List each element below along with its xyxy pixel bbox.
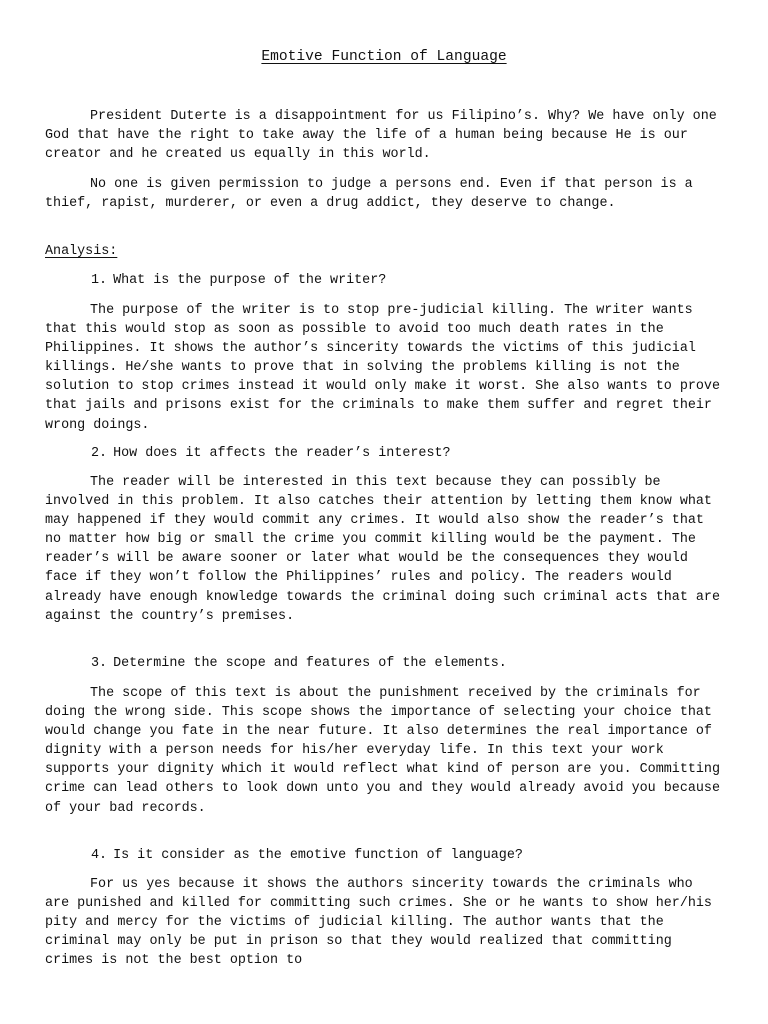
question-number: 1. <box>91 273 108 288</box>
question-1 <box>91 271 386 290</box>
answer-3: The scope of this text is about the punishment received by the criminals for doing the wrong side. This scope shows the importance of selecting your choice that would change you fate in the near future. It also determines the real importance of dignity with a person needs for his/her everyday life. In this text your work supports your dignity which it would reflect what kind of person are you. Committing crime can lead others to look down unto you and they would already avoid you because of your bad records. <box>45 686 720 816</box>
question-text: What is the purpose of the writer? <box>113 273 387 288</box>
answer-1: The purpose of the writer is to stop pre-judicial killing. The writer wants that this would stop as soon as possible to avoid too much death rates in the Philippines. It shows the author’s sincerity towards the victims of this judicial killings. He/she wants to prove that in solving the problems killing is not the solution to stop crimes instead it would only make it worst. She also wants to prove that jails and prisons exist for the criminals to make them suffer and regret their wrong doings. <box>45 303 720 433</box>
intro-paragraph-2: No one is given permission to judge a persons end. Even if that person is a thief, rapist, murderer, or even a drug addict, they deserve to change. <box>45 177 693 212</box>
analysis-heading: Analysis: <box>45 244 118 259</box>
question-text: How does it affects the reader’s interest? <box>113 446 451 461</box>
question-4 <box>91 846 523 865</box>
question-number: 4. <box>91 848 108 863</box>
question-text: Is it consider as the emotive function of language? <box>113 848 523 863</box>
answer-4: For us yes because it shows the authors sincerity towards the criminals who are punished and killed for committing such crimes. She or he wants to show her/his pity and mercy for the victims of judicial killing. The author wants that the criminal may only be put in prison so that they would realized that committing crimes is not the best option to <box>45 877 712 969</box>
answer-2: The reader will be interested in this text because they can possibly be involved in this problem. It also catches their attention by letting them know what may happened if they would commit any crimes. It would also show the reader’s that no matter how big or small the crime you commit killing would be the payment. The reader’s will be aware sooner or later what would be the consequences they would face if they won’t follow the Philippines’ rules and policy. The readers would already have enough knowledge towards the criminal doing such criminal acts that are against the country’s premises. <box>45 475 720 624</box>
question-2 <box>91 444 451 463</box>
question-text: Determine the scope and features of the elements. <box>113 656 507 671</box>
question-number: 2. <box>91 446 108 461</box>
question-number: 3. <box>91 656 108 671</box>
intro-paragraph-1: President Duterte is a disappointment for us Filipino’s. Why? We have only one God that have the right to take away the life of a human being because He is our creator and he created us equally in this world. <box>45 109 717 163</box>
document-title: Emotive Function of Language <box>261 49 507 65</box>
question-3 <box>91 654 507 673</box>
